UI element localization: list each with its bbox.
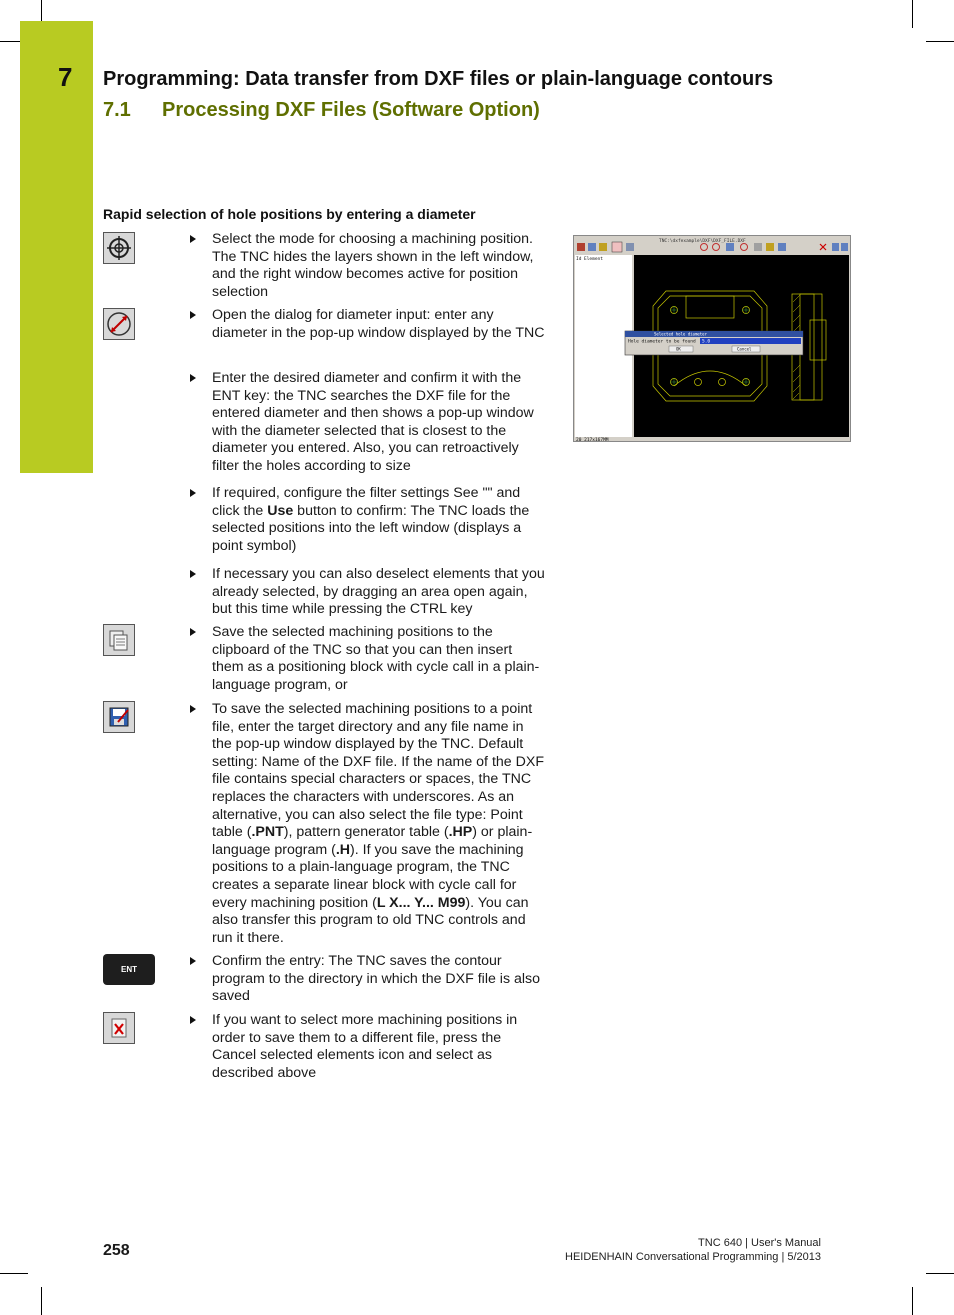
column-element: Element: [584, 257, 603, 262]
list-item: [190, 624, 545, 694]
list-item: [190, 1012, 545, 1082]
window-title: TNC:\dxfexample\DXF\DXF_FILE.DXF: [659, 239, 746, 244]
step-text: Enter the desired diameter and confirm it with the ENT key: the TNC searches the DXF file for the entered diameter and then shows a pop-up window with the diameter selected that is closest to the diameter you entered. Also, you can retroactively filter the holes according to size: [212, 370, 534, 474]
section-title: Processing DXF Files (Software Option): [162, 99, 540, 121]
column-id: Id: [576, 257, 582, 262]
footer-line-1: TNC 640 | User's Manual: [698, 1237, 821, 1249]
footer-line-2: HEIDENHAIN Conversational Programming | 5/2013: [565, 1251, 821, 1263]
clipboard-copy-icon: [103, 624, 135, 656]
step-text: If required, configure the filter settings See "" and click the Use button to confirm: The TNC loads the selected positions into the left window (displays a point symbol): [212, 485, 530, 554]
bullet-arrow-icon: [190, 235, 196, 243]
cancel-selection-icon: [103, 1012, 135, 1044]
step-text: Confirm the entry: The TNC saves the contour program to the directory in which the DXF file is also saved: [212, 953, 541, 1005]
dxf-converter-screenshot: [573, 235, 851, 442]
ent-key-icon: ENT: [103, 954, 155, 985]
ok-button: OK: [676, 346, 681, 352]
bullet-arrow-icon: [190, 311, 196, 319]
crop-mark: [912, 1287, 913, 1315]
dialog-prompt: Hole diameter to be found: [628, 339, 696, 345]
crop-mark: [926, 1273, 954, 1274]
step-text: Save the selected machining positions to the clipboard of the TNC so that you can then insert them as a positioning block with cycle call in a plain-language program, or: [212, 624, 540, 693]
list-item: [190, 953, 545, 1006]
chapter-number: 7: [58, 62, 73, 92]
cancel-button: Cancel: [737, 346, 752, 352]
crop-mark: [926, 41, 954, 42]
diameter-field: 5.0: [702, 339, 711, 345]
bullet-arrow-icon: [190, 1016, 196, 1024]
bullet-arrow-icon: [190, 570, 196, 578]
crop-mark: [0, 1273, 28, 1274]
crop-mark: [912, 0, 913, 28]
subheading: Rapid selection of hole positions by entering a diameter: [103, 206, 476, 222]
list-item: [190, 231, 545, 301]
save-file-icon: [103, 701, 135, 733]
bullet-arrow-icon: [190, 705, 196, 713]
section-number: 7.1: [103, 99, 131, 121]
step-text: Select the mode for choosing a machining position. The TNC hides the layers shown in the left window, and the right window becomes active for position selection: [212, 231, 534, 300]
crop-mark: [41, 1287, 42, 1315]
list-item: [190, 701, 545, 947]
bullet-arrow-icon: [190, 628, 196, 636]
bullet-arrow-icon: [190, 957, 196, 965]
step-text: If necessary you can also deselect elements that you already selected, by dragging an area open again, but this time while pressing the CTRL key: [212, 566, 545, 618]
diameter-input-icon: [103, 308, 135, 340]
step-text: To save the selected machining positions to a point file, enter the target directory and any file name in the pop-up window displayed by the TNC. Default setting: Name of the DXF file. If the name of the DXF file contains special characters or spaces, the TNC replaces the characters with underscores. As an alternative, you can also select the file type: Point table (.PNT), pattern generator table (.HP) or plain-language program (.H). If you save the machining positions to a plain-language program, the TNC creates a separate linear block with cycle call for every machining position (L X... Y... M99). You can also transfer this program to old TNC controls and run it there.: [212, 701, 544, 946]
list-item: [190, 307, 545, 342]
chapter-title: Programming: Data transfer from DXF files or plain-language contours: [103, 68, 774, 90]
list-item: [190, 485, 545, 555]
dialog-title: Selected hole diameter: [654, 331, 707, 337]
page-number: 258: [103, 1242, 130, 1259]
list-item: [190, 566, 545, 619]
bullet-arrow-icon: [190, 374, 196, 382]
hole-position-mode-icon: [103, 232, 135, 264]
crop-mark: [0, 41, 21, 42]
status-bar: 20 217x167MM: [576, 438, 609, 441]
list-item: [190, 370, 545, 476]
footer: [565, 1236, 821, 1264]
bullet-arrow-icon: [190, 489, 196, 497]
step-text: Open the dialog for diameter input: enter any diameter in the pop-up window displayed by the TNC: [212, 307, 545, 341]
chapter-tab: [20, 21, 93, 473]
crop-mark: [41, 0, 42, 21]
step-text: If you want to select more machining positions in order to save them to a different file, press the Cancel selected elements icon and select as described above: [212, 1012, 518, 1081]
